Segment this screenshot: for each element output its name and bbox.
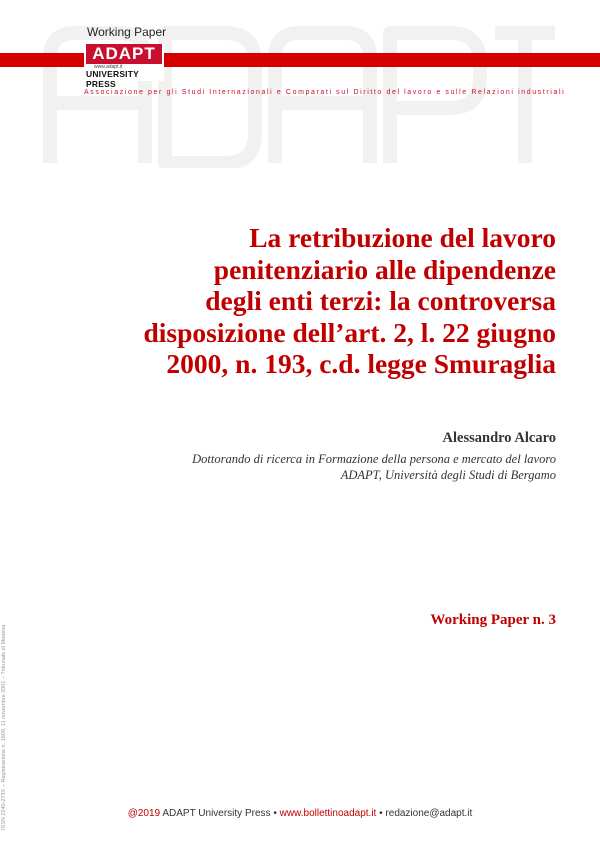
footer-separator: • [273,808,277,819]
author-affiliation [96,451,556,483]
working-paper-number: Working Paper n. 3 [430,612,556,628]
footer [0,808,600,819]
adapt-logo [84,44,164,89]
logo-url: www.adapt.it [94,64,123,70]
title-line: 2000, n. 193, c.d. legge Smuraglia [166,348,556,379]
footer-publisher: ADAPT University Press [162,808,271,819]
footer-copyright: @2019 [127,808,161,819]
affiliation-line: ADAPT, Università degli Studi di Bergamo [340,468,556,482]
issn-registration-text: ISSN 2240-273X – Registrazione n. 1609, 11 novembre 2001 – Tribunale di Modena [1,624,7,830]
title-line: degli enti terzi: la controversa [205,285,556,316]
working-paper-label: Working Paper [87,25,167,39]
association-line: Associazione per gli Studi Internazionali e Comparati sul Diritto del lavoro e sulle Relazioni industriali [84,89,566,96]
logo-text: ADAPT [86,44,162,64]
document-title [76,222,556,380]
logo-press: UNIVERSITY PRESS [86,69,139,89]
title-line: La retribuzione del lavoro [249,222,556,253]
footer-website-link[interactable]: www.bollettinoadapt.it [279,808,377,819]
author-name: Alessandro Alcaro [442,430,556,446]
affiliation-line: Dottorando di ricerca in Formazione della persona e mercato del lavoro [192,452,556,466]
title-line: penitenziario alle dipendenze [213,253,556,285]
footer-separator: • [379,808,383,819]
footer-email-link[interactable]: redazione@adapt.it [385,808,473,819]
title-line: disposizione dell’art. 2, l. 22 giugno [143,316,556,348]
